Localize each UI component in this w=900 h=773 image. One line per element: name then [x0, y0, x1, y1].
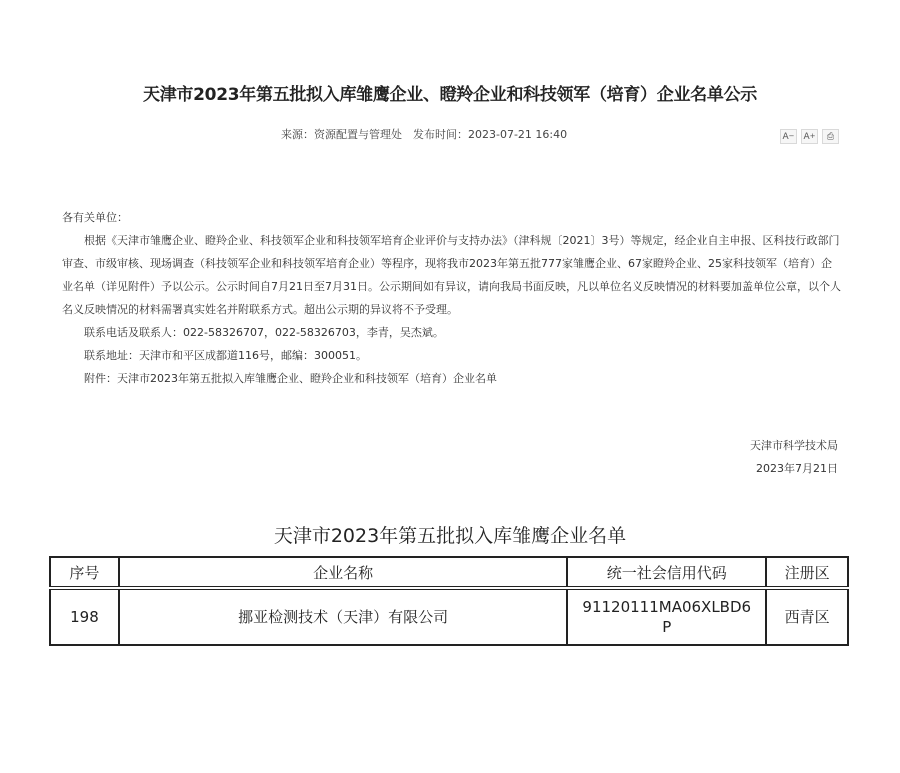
- article-body: [62, 206, 842, 390]
- credit-code-text: 91120111MA06XLBD6P: [582, 598, 752, 636]
- enterprise-table: [49, 556, 849, 646]
- paragraph-attachment: 附件：天津市2023年第五批拟入库雏鹰企业、瞪羚企业和科技领军（培育）企业名单: [84, 372, 497, 385]
- table-row: [50, 588, 848, 645]
- font-increase-button[interactable]: A +: [801, 129, 818, 144]
- cell-name: 挪亚检测技术（天津）有限公司: [119, 588, 567, 645]
- font-decrease-icon: A: [782, 131, 789, 142]
- signature-org: 天津市科学技术局: [750, 439, 838, 452]
- print-button[interactable]: [822, 129, 839, 144]
- paragraph-main: 根据《天津市雏鹰企业、瞪羚企业、科技领军企业和科技领军培育企业评价与支持办法》（津科规〔2021〕3号）等规定，经企业自主申报、区科技行政部门审查、市级审核、现场调查（科技领军企业和科技领军培育企业）等程序，现将我市2023年第五批777家雏鹰企业、67家瞪羚企业、25家科技领军（培育）企业名单（详见附件）予以公示。公示时间自7月21日至7月31日。公示期间如有异议，请向我局书面反映，凡以单位名义反映情况的材料要加盖单位公章，以个人名义反映情况的材料需署真实姓名并附联系方式。超出公示期的异议将不予受理。: [62, 234, 841, 316]
- print-icon: ⎙: [826, 131, 835, 142]
- list-title: 天津市2023年第五批拟入库雏鹰企业名单: [273, 525, 627, 547]
- signature-date: 2023年7月21日: [756, 462, 838, 475]
- paragraph-address: 联系地址：天津市和平区成都道116号，邮编：300051。: [84, 349, 367, 362]
- page-title: 天津市2023年第五批拟入库雏鹰企业、瞪羚企业和科技领军（培育）企业名单公示: [143, 85, 757, 105]
- paragraph-contact: 联系电话及联系人：022-58326707，022-58326703，李青，吴杰斌。: [84, 326, 444, 339]
- table-header-row: [50, 557, 848, 588]
- column-header-name: 企业名称: [119, 557, 567, 588]
- column-header-district: 注册区: [766, 557, 848, 588]
- article-toolbar: [780, 129, 839, 144]
- column-header-credit-code: 统一社会信用代码: [567, 557, 766, 588]
- font-increase-icon: A: [803, 131, 810, 142]
- salutation: 各有关单位：: [62, 211, 128, 224]
- article-source: 来源：资源配置与管理处: [281, 128, 402, 141]
- cell-district: 西青区: [766, 588, 848, 645]
- cell-credit-code: [567, 588, 766, 645]
- column-header-index: 序号: [50, 557, 119, 588]
- font-decrease-button[interactable]: A −: [780, 129, 797, 144]
- cell-index: 198: [50, 588, 119, 645]
- publish-time: 发布时间：2023-07-21 16:40: [413, 128, 568, 141]
